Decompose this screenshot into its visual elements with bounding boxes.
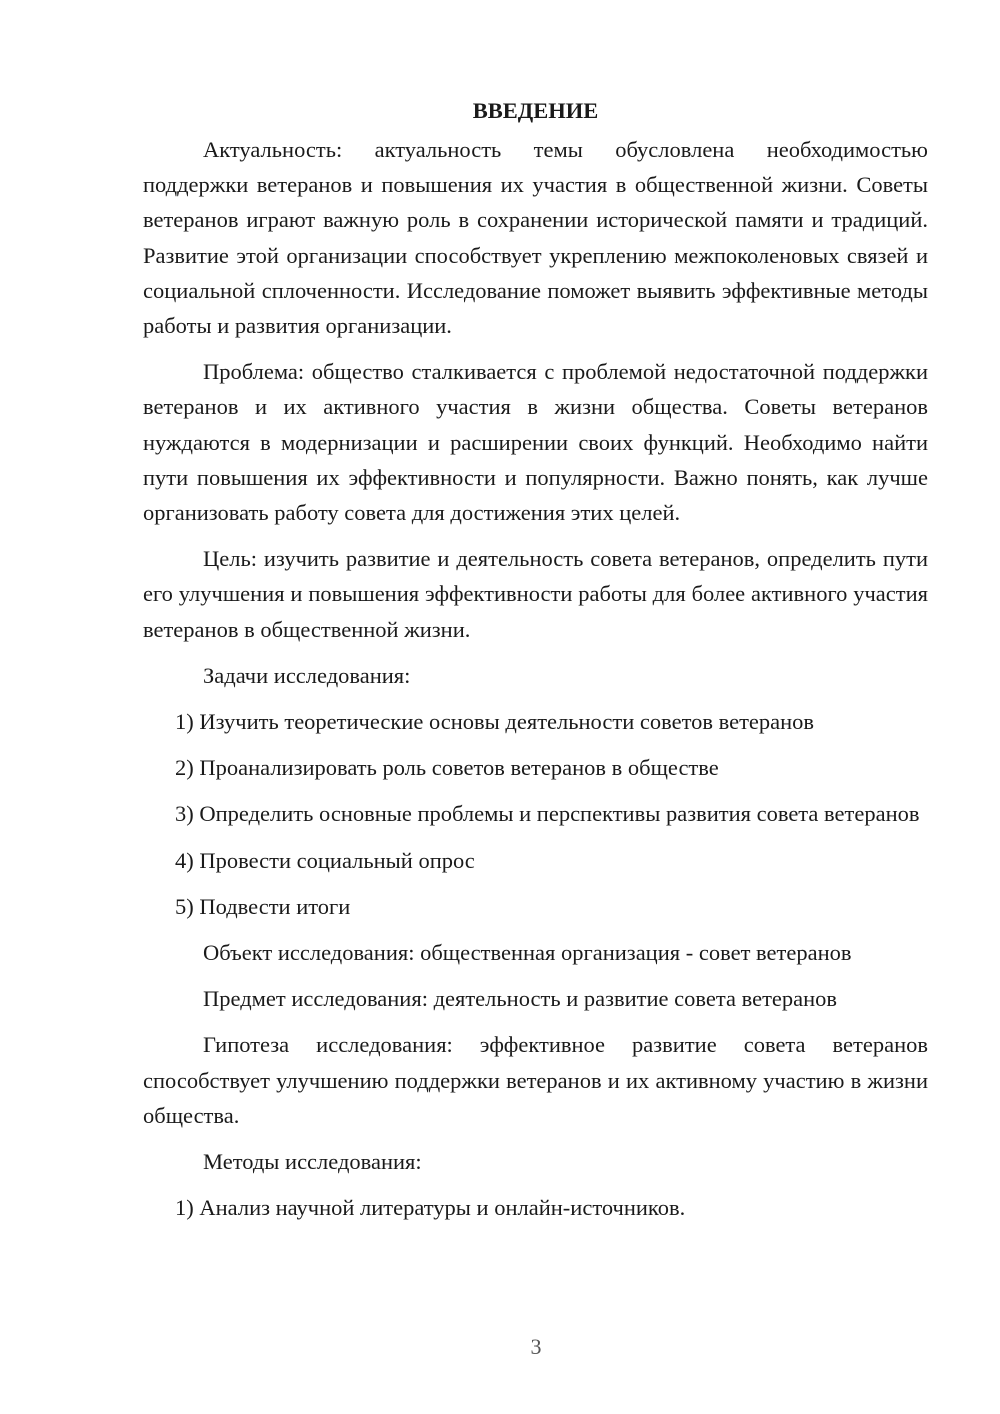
goal-paragraph: Цель: изучить развитие и деятельность совета ветеранов, определить пути его улучшения и повышения эффективности работы для более активного участия ветеранов в общественной жизни. [143,546,928,642]
task-item: 5) Подвести итоги [175,893,351,919]
tasks-heading: Задачи исследования: [203,662,411,688]
object-paragraph: Объект исследования: общественная организация - совет ветеранов [203,940,852,966]
task-item: 4) Провести социальный опрос [175,847,475,873]
page-number: 3 [530,1334,542,1359]
task-item: 1) Изучить теоретические основы деятельности советов ветеранов [175,709,815,735]
task-item: 3) Определить основные проблемы и перспективы развития совета ветеранов [175,801,920,827]
hypothesis-paragraph: Гипотеза исследования: эффективное развитие совета ветеранов способствует улучшению поддержки ветеранов и их активному участию в жизни общества. [143,1032,928,1128]
method-item: 1) Анализ научной литературы и онлайн-источников. [175,1195,686,1221]
relevance-paragraph: Актуальность: актуальность темы обусловлена необходимостью поддержки ветеранов и повышения их участия в общественной жизни. Советы ветеранов играют важную роль в сохранении исторической памяти и традиций. Развитие этой организации способствует укреплению межпоколеновых связей и социальной сплоченности. Исследование поможет выявить эффективные методы работы и развития организации. [143,137,928,339]
subject-paragraph: Предмет исследования: деятельность и развитие совета ветеранов [203,986,838,1012]
section-title: ВВЕДЕНИЕ [472,98,599,123]
document-page [143,92,928,1236]
methods-heading: Методы исследования: [203,1149,422,1175]
task-item: 2) Проанализировать роль советов ветеранов в обществе [175,755,719,781]
problem-paragraph: Проблема: общество сталкивается с проблемой недостаточной поддержки ветеранов и их активного участия в жизни общества. Советы ветеранов нуждаются в модернизации и расширении своих функций. Необходимо найти пути повышения их эффективности и популярности. Важно понять, как лучше организовать работу совета для достижения этих целей. [143,359,928,526]
